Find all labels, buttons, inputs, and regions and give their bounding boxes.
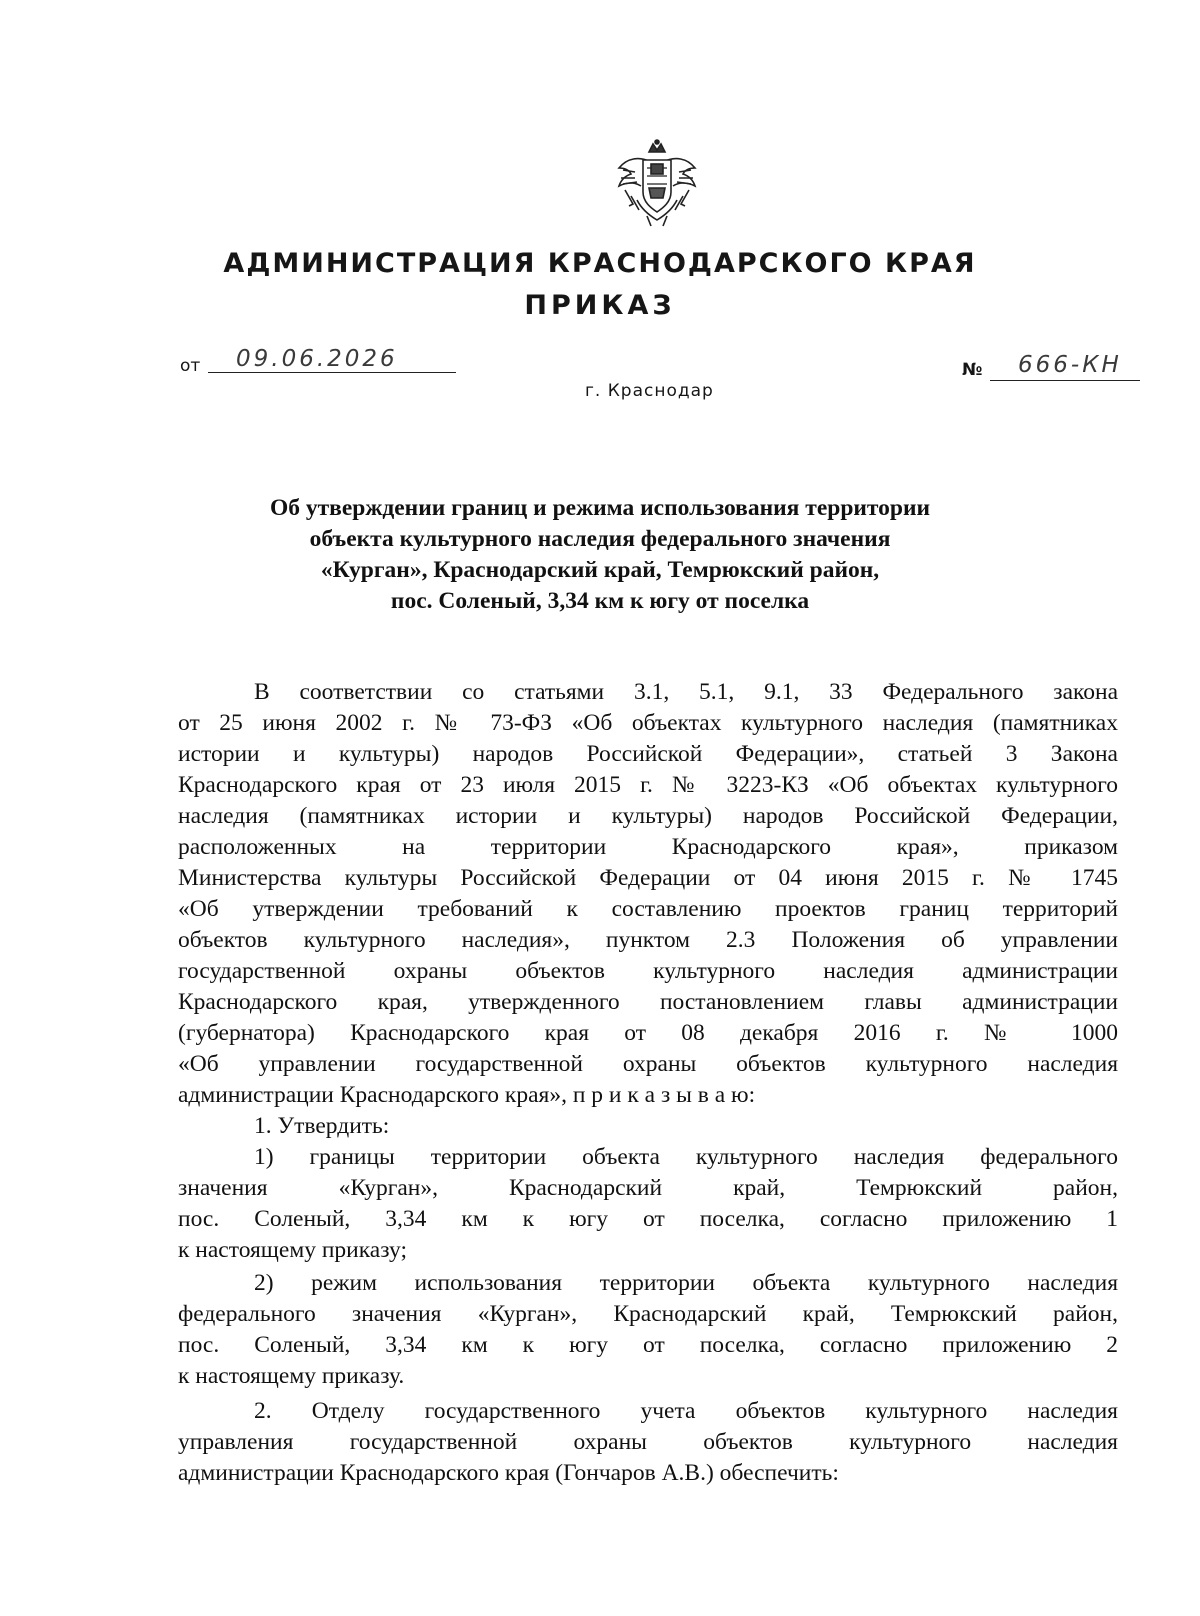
- item-1-1: [178, 1142, 1118, 1266]
- body-line: управления государственной охраны объектов культурного наследия: [178, 1429, 1118, 1455]
- body-line: 2. Отделу государственного учета объектов культурного наследия: [254, 1398, 1118, 1424]
- subject-line: пос. Соленый, 3,34 км к югу от поселка: [390, 588, 810, 614]
- body-line: [178, 1080, 1118, 1111]
- body-line: от 25 июня 2002 г. № 73-ФЗ «Об объектах культурного наследия (памятниках: [178, 710, 1118, 736]
- body-line: Краснодарского края, утвержденного постановлением главы администрации: [178, 989, 1118, 1015]
- body-line: администрации Краснодарского края (Гончаров А.В.) обеспечить:: [178, 1460, 839, 1486]
- body-line: государственной охраны объектов культурного наследия администрации: [178, 958, 1118, 984]
- body-line: истории и культуры) народов Российской Федерации», статьей 3 Закона: [178, 741, 1118, 767]
- body-line: 1) границы территории объекта культурного наследия федерального: [254, 1144, 1118, 1170]
- document-type: ПРИКАЗ: [524, 290, 676, 321]
- body-line: «Об управлении государственной охраны объектов культурного наследия: [178, 1051, 1118, 1077]
- body-line: пос. Соленый, 3,34 км к югу от поселка, согласно приложению 1: [178, 1206, 1118, 1232]
- subject-line: объекта культурного наследия федерального значения: [309, 526, 891, 552]
- body-line: к настоящему приказу;: [178, 1237, 407, 1263]
- body-line: 2) режим использования территории объекта культурного наследия: [254, 1270, 1118, 1296]
- number-underline: [990, 380, 1140, 381]
- document-subject: [160, 493, 1040, 617]
- body-line: объектов культурного наследия», пунктом 2.3 Положения об управлении: [178, 927, 1118, 953]
- number-prefix: №: [962, 360, 983, 380]
- item-1: [178, 1111, 1118, 1142]
- body-line: расположенных на территории Краснодарского края», приказом: [178, 834, 1118, 860]
- document-body: [178, 677, 1118, 1489]
- coat-of-arms-icon: [611, 138, 703, 228]
- organization-title: АДМИНИСТРАЦИЯ КРАСНОДАРСКОГО КРАЯ: [223, 248, 977, 279]
- body-line: Краснодарского края от 23 июля 2015 г. № 3223-КЗ «Об объектах культурного: [178, 772, 1118, 798]
- date-underline: [208, 372, 456, 373]
- order-word: п р и к а з ы в а ю:: [572, 1082, 756, 1108]
- preamble-last-text: администрации Краснодарского края»,: [178, 1082, 567, 1108]
- body-line: к настоящему приказу.: [178, 1363, 405, 1389]
- preamble-paragraph: [178, 677, 1118, 1111]
- item-2: [178, 1396, 1118, 1489]
- city-name: г. Краснодар: [585, 381, 714, 401]
- body-line: значения «Курган», Краснодарский край, Темрюкский район,: [178, 1175, 1118, 1201]
- body-line: В соответствии со статьями 3.1, 5.1, 9.1, 33 Федерального закона: [254, 679, 1118, 705]
- handwritten-date: 09.06.2026: [236, 346, 398, 372]
- handwritten-number: 666-КН: [1018, 352, 1122, 378]
- body-line: «Об утверждении требований к составлению проектов границ территорий: [178, 896, 1118, 922]
- body-line: (губернатора) Краснодарского края от 08 декабря 2016 г. № 1000: [178, 1020, 1118, 1046]
- body-line: федерального значения «Курган», Краснодарский край, Темрюкский район,: [178, 1301, 1118, 1327]
- subject-line: Об утверждении границ и режима использования территории: [269, 495, 931, 521]
- item-1-2: [178, 1268, 1118, 1392]
- subject-line: «Курган», Краснодарский край, Темрюкский район,: [320, 557, 880, 583]
- body-line: пос. Соленый, 3,34 км к югу от поселка, согласно приложению 2: [178, 1332, 1118, 1358]
- body-line: 1. Утвердить:: [254, 1113, 390, 1139]
- body-line: наследия (памятниках истории и культуры) народов Российской Федерации,: [178, 803, 1118, 829]
- body-line: Министерства культуры Российской Федерации от 04 июня 2015 г. № 1745: [178, 865, 1118, 891]
- date-prefix: от: [180, 356, 201, 376]
